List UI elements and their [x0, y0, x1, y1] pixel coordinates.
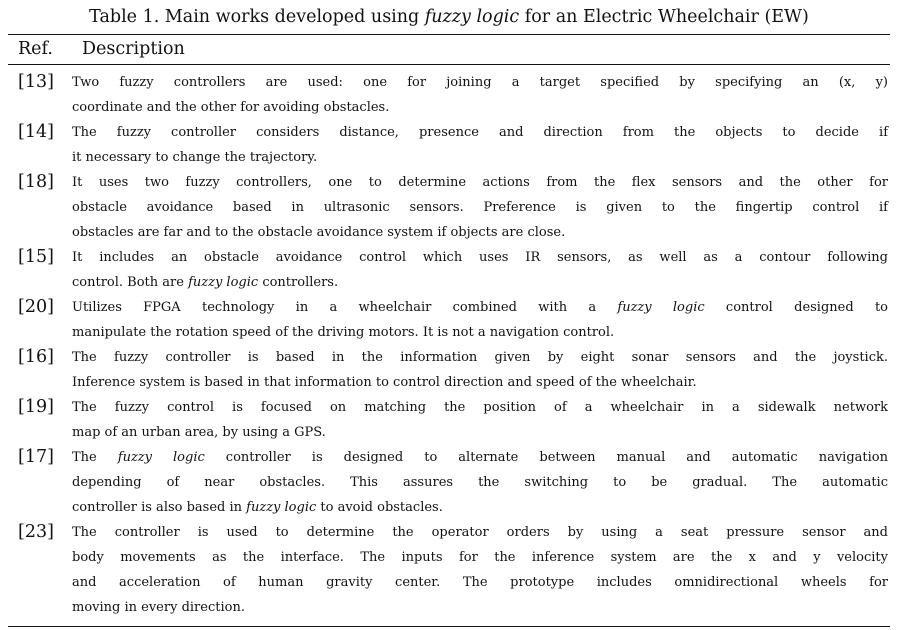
text-segment: Inference system is based in that information to control direction and speed of the wheelchair.: [72, 375, 697, 390]
description-line: [72, 295, 888, 320]
table-row: [8, 345, 890, 395]
ref-cell: [13]: [18, 72, 54, 92]
text-segment: controller is also based in: [72, 500, 247, 515]
table-caption: [8, 6, 890, 28]
description-line: [72, 120, 888, 145]
ref-cell: [16]: [18, 347, 54, 367]
description-cell: [72, 120, 890, 170]
description-line: [72, 445, 888, 470]
description-cell: [72, 445, 890, 520]
text-segment: Utilizes FPGA technology in a wheelchair combined with a: [72, 300, 618, 315]
text-segment: obstacles are far and to the obstacle avoidance system if objects are close.: [72, 225, 566, 240]
italic-term: fuzzy logic: [188, 275, 259, 290]
description-line: [72, 270, 888, 295]
description-cell: [72, 395, 890, 445]
text-segment: Two fuzzy controllers are used: one for joining a target specified by specifying an (x, y): [72, 75, 888, 90]
text-segment: body movements as the interface. The inputs for the inference system are the x and y velocity: [72, 550, 888, 565]
text-segment: manipulate the rotation speed of the driving motors. It is not a navigation control.: [72, 325, 615, 340]
ref-cell: [17]: [18, 447, 54, 467]
caption-suffix: for an Electric Wheelchair (EW): [519, 7, 809, 27]
table-row: [8, 395, 890, 445]
text-segment: The fuzzy controller is based in the information given by eight sonar sensors and the joystick.: [72, 350, 888, 365]
description-line: [72, 245, 888, 270]
table-row: [8, 520, 890, 627]
description-line: [72, 320, 888, 345]
text-segment: It uses two fuzzy controllers, one to determine actions from the flex sensors and the other for: [72, 175, 888, 190]
text-segment: it necessary to change the trajectory.: [72, 150, 318, 165]
description-cell: [72, 295, 890, 345]
text-segment: controller is designed to alternate between manual and automatic navigation: [204, 450, 888, 465]
text-segment: It includes an obstacle avoidance control which uses IR sensors, as well as a contour following: [72, 250, 888, 265]
ref-cell: [23]: [8, 520, 72, 627]
text-segment: controllers.: [258, 275, 339, 290]
header-description: Description: [72, 35, 890, 65]
text-segment: moving in every direction.: [72, 600, 245, 615]
description-cell: [72, 345, 890, 395]
text-segment: and acceleration of human gravity center. The prototype includes omnidirectional wheels for: [72, 575, 888, 590]
description-line: [72, 395, 888, 420]
text-segment: The: [72, 450, 118, 465]
table-row: [8, 295, 890, 345]
italic-term: fuzzy logic: [246, 500, 317, 515]
text-segment: The controller is used to determine the operator orders by using a seat pressure sensor and: [72, 525, 888, 540]
italic-term: fuzzy logic: [117, 450, 205, 465]
ref-cell: [19]: [18, 397, 54, 417]
header-row: [8, 35, 890, 65]
table-body: [8, 65, 890, 627]
description-line: [72, 220, 888, 245]
ref-cell: [20]: [18, 297, 54, 317]
description-line: [72, 95, 888, 120]
text-segment: control. Both are: [72, 275, 189, 290]
description-line: [72, 370, 888, 395]
description-line: [72, 420, 888, 445]
table-row: [8, 245, 890, 295]
works-table: [8, 34, 890, 627]
text-segment: depending of near obstacles. This assures the switching to be gradual. The automatic: [72, 475, 888, 490]
description-cell: [72, 245, 890, 295]
table-row: [8, 120, 890, 170]
ref-cell: [15]: [18, 247, 54, 267]
description-line: [72, 145, 888, 170]
caption-italic: fuzzy logic: [424, 7, 520, 27]
text-segment: The fuzzy controller considers distance, presence and direction from the objects to decide if: [72, 125, 888, 140]
description-cell: [72, 65, 890, 121]
text-segment: obstacle avoidance based in ultrasonic sensors. Preference is given to the fingertip control if: [72, 200, 888, 215]
text-segment: map of an urban area, by using a GPS.: [72, 425, 326, 440]
description-line: [72, 495, 888, 520]
description-line: [72, 595, 888, 620]
description-line: [72, 170, 888, 195]
description-line: [72, 570, 888, 595]
description-line: [72, 70, 888, 95]
table-row: [8, 445, 890, 520]
table-row: [8, 170, 890, 245]
ref-cell: [14]: [18, 122, 54, 142]
caption-prefix: Table 1. Main works developed using: [89, 7, 425, 27]
ref-cell: [18]: [18, 172, 54, 192]
text-segment: control designed to: [704, 300, 889, 315]
header-ref: Ref.: [8, 35, 72, 65]
italic-term: fuzzy logic: [617, 300, 705, 315]
description-line: [72, 545, 888, 570]
text-segment: to avoid obstacles.: [316, 500, 443, 515]
description-line: [72, 470, 888, 495]
description-line: [72, 345, 888, 370]
text-segment: The fuzzy control is focused on matching the position of a wheelchair in a sidewalk network: [72, 400, 888, 415]
description-cell: [72, 170, 890, 245]
table-row: [8, 65, 890, 121]
description-cell: [72, 520, 890, 627]
text-segment: coordinate and the other for avoiding obstacles.: [72, 100, 390, 115]
description-line: [72, 195, 888, 220]
description-line: [72, 520, 888, 545]
